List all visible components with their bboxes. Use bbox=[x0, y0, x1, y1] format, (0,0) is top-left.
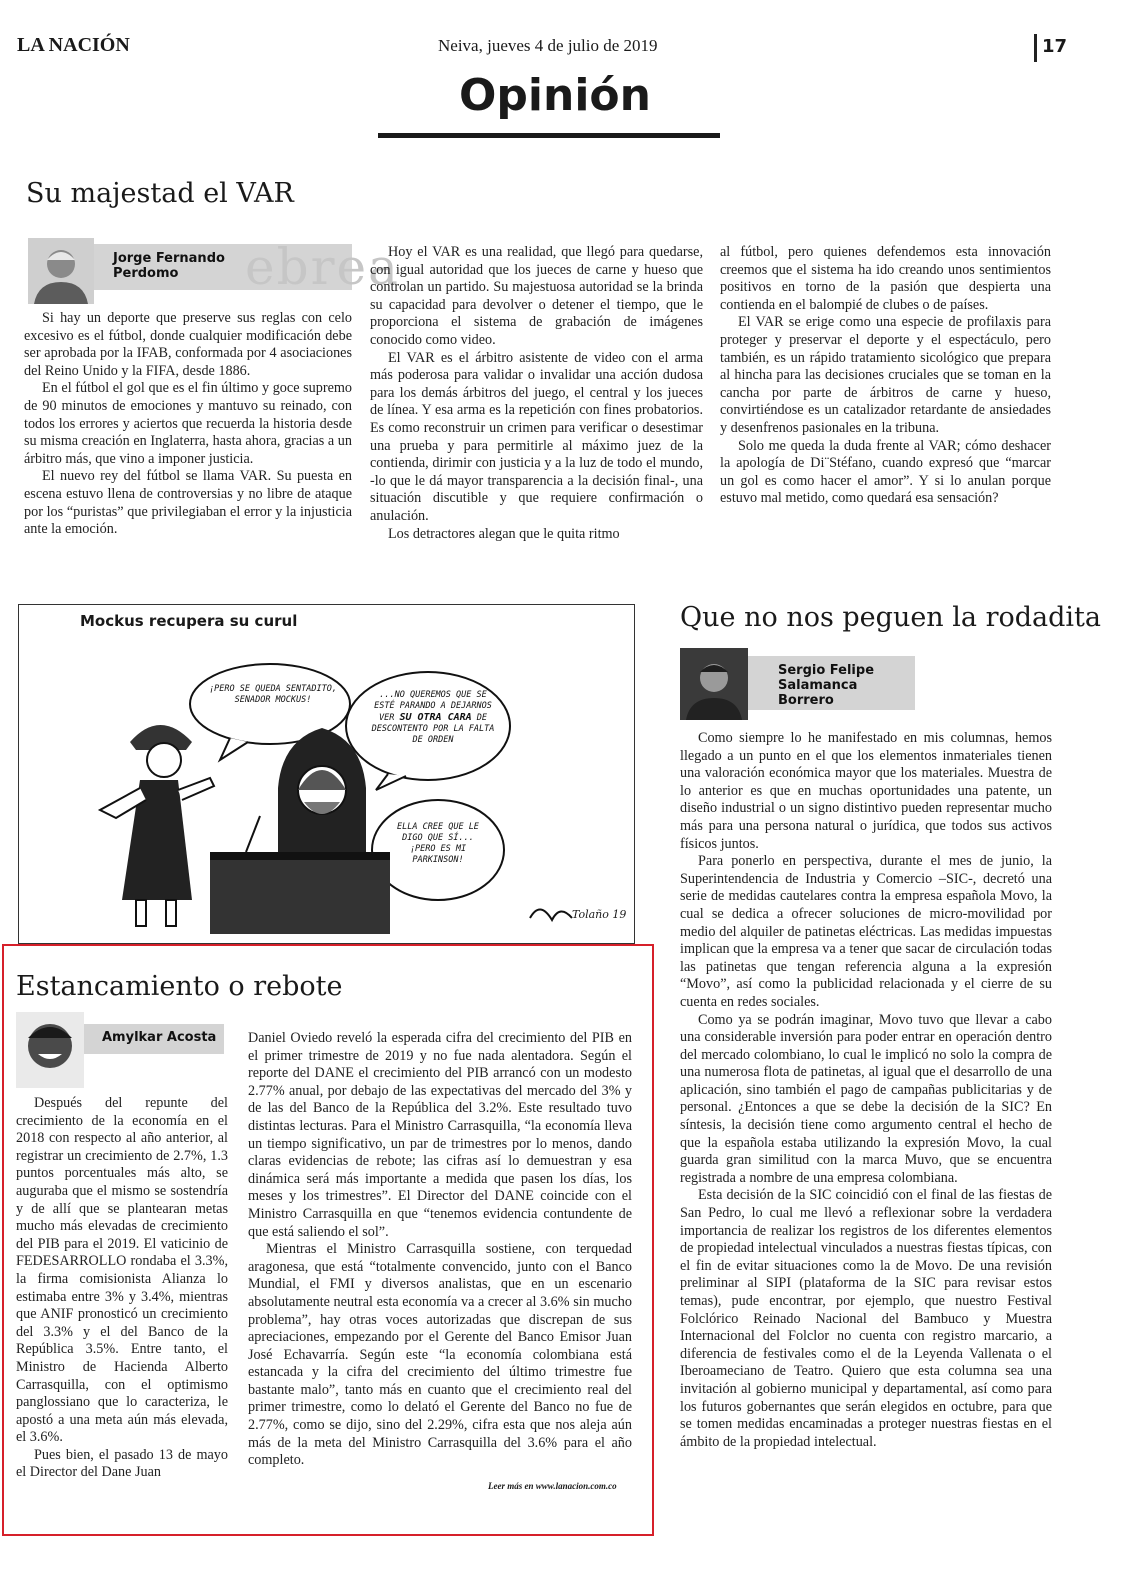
cartoon-signature: Tolaño 19 bbox=[572, 908, 627, 921]
author-name-perdomo: Jorge Fernando Perdomo bbox=[113, 251, 225, 281]
dateline: Neiva, jueves 4 de julio de 2019 bbox=[438, 36, 658, 55]
cartoon-bubble-1: ¡PERO SE QUEDA SENTADITO, SENADOR MOCKUS! bbox=[209, 684, 337, 705]
author-photo-perdomo bbox=[28, 238, 94, 304]
cartoon-bubble-2: ...NO QUEREMOS QUE SE ESTÉ PARANDO A DEJARNOS VER SU OTRA CARA DE DESCONTENTO POR LA FALTA DE ORDEN bbox=[371, 690, 495, 745]
cartoon-bubble-3: ELLA CREE QUE LE DIGO QUE SÍ... ¡PERO ES MI PARKINSON! bbox=[397, 822, 479, 865]
author-portrait-icon bbox=[28, 238, 94, 304]
page-number: 17 bbox=[1042, 36, 1068, 57]
read-more-link[interactable]: Leer más en www.lanacion.com.co bbox=[488, 1481, 617, 1491]
section-title: Opinión bbox=[459, 70, 651, 121]
article-headline-rodadita: Que no nos peguen la rodadita bbox=[680, 602, 1102, 633]
article-column-var-3: al fútbol, pero quienes defendemos esta innovación creemos que el sistema ha ido creando unos sentimientos positivos en torno de la pasión que despierta una contienda en el balompié de clubes o de países. El VAR se erige como una especie de profilaxis para proteger y preservar el deporte y el espectáculo, pero también, es un rápido tratamiento sicológico que prepara al hincha para las decisiones cruciales que se toman en la cancha por parte de árbitros de carne y hueso, convirtiéndose es un catalizador retardante de ansiedades y desenfrenos pasionales en la tribuna. Solo me queda la duda frente al VAR; cómo deshacer la apología de Di¨Stéfano, cuando expresó que “marcar un gol es como hacer el amor”. Y si lo anulan porque estuvo mal metido, como quedará esa sensación? bbox=[720, 244, 1051, 507]
article-column-rodadita: Como siempre lo he manifestado en mis columnas, hemos llegado a un punto en el que los elementos inmateriales tienen una valoración económica mayor que los materiales. Muestra de lo anterior es que en muchas oportunidades una patente, un diseño industrial o un signo distintivo pueden representar mucho más para una persona natural o jurídica, que todos sus activos físicos juntos. Para ponerlo en perspectiva, durante el mes de junio, la Superintendencia de Industria y Comercio –SIC-, decretó una serie de medidas cautelares contra la empresa española Movo, la cual se dedica a ofrecer soluciones de micro-movilidad por medio del alquiler de patinetas eléctricas. Las medidas impuestas implican que la empresa va a tener que sacar de circulación todas las patinetas que tengan referencia alguna a la expresión “Movo”, así como la publicidad relacionada y el cierre de su cuenta en redes sociales. Como ya se podrán imaginar, Movo tuvo que llevar a cabo una considerable inversión para poder entrar en operación dentro del mercado colombiano, lo cual le implicó no solo la compra de una numerosa flota de patinetas, al igual que el desarrollo de una aplicación, sino también el pago de campañas publicitarias y de personal. ¿Entonces a que se debe la decisión de la SIC? En síntesis, la decisión tiene como argumento central el hecho de que la española estaba utilizando la expresión Movo, la cual guarda gran similitud con la marca Muvo, que se encuentra registrada a nombre de una empresa colombiana. Esta decisión de la SIC coincidió con el final de las fiestas de San Pedro, lo cual me llevó a reflexionar sobre la verdadera importancia de realizar los registros de los diferentes elementos de propiedad intelectual vinculados a nuestras fiestas típicas, con el fin de evitar situaciones como la de Movo. De una revisión preliminar al SIPI (plataforma de la SIC para revisar estos temas), pude encontrar, por ejemplo, que nuestro Festival Folclórico Reinado Nacional del Bambuco y Muestra Internacional del Folclor no cuenta con registro marcario, a diferencia de festivales como el de la Leyenda Vallenata o el Iberoameciano de Teatro. Quiero que esta columna sea una invitación al gobierno municipal y departamental, así como para los futuros gobernantes que serán elegidos en octubre, para que se tomen medidas encaminadas a proteger nuestras fiestas en el ámbito de la propiedad intelectual. bbox=[680, 730, 1052, 1450]
author-portrait-icon bbox=[680, 648, 748, 720]
article-column-estancamiento-1: Después del repunte del crecimiento de la economía en el 2018 con respecto al año anterior, al registrar un crecimiento de 2.7%, 1.3 puntos porcentuales más alto, se auguraba que el mismo se sostendría y de allí que se plantearan metas mucho más elevadas de crecimiento del PIB para el 2019. El vaticinio de FEDESARROLLO rondaba el 3.3%, la firma comisionista Alianza lo estimaba entre 3% y 3.4%, mientras que ANIF pronosticó un crecimiento del 3.3% y el del Banco de la República 3.5%. Entre tanto, el Ministro de Hacienda Alberto Carrasquilla, con el optimismo panglossiano que lo caracteriza, le apostó a una meta aún más elevada, el 3.6%. Pues bien, el pasado 13 de mayo el Director del Dane Juan bbox=[16, 1095, 228, 1481]
masthead-logo: LA NACIÓN bbox=[17, 34, 130, 56]
cartoon-illustration bbox=[60, 650, 620, 940]
article-column-var-1: Si hay un deporte que preserve sus reglas con celo excesivo es el fútbol, donde cualquier modificación debe ser aprobada por la IFAB, conformada por 4 asociaciones del Reino Unido y la FIFA, desde 1886. En el fútbol el gol que es el fin último y goce supremo de 90 minutos de emociones y mantuvo su reinado, con todos los errores y aciertos que recuerda la historia desde su misma creación en Inglaterra, hasta ahora, gracias a un árbitro más, que vino a imponer justicia. El nuevo rey del fútbol se llama VAR. Su puesta en escena estuvo llena de controversias y no libre de ataque por los “puristas” que privilegiaban el error y la injusticia ante la emoción. bbox=[24, 310, 352, 538]
article-headline-var: Su majestad el VAR bbox=[26, 178, 294, 209]
author-name-acosta: Amylkar Acosta bbox=[102, 1030, 217, 1045]
band-watermark: ebrea bbox=[245, 238, 400, 296]
article-column-estancamiento-2: Daniel Oviedo reveló la esperada cifra del crecimiento del PIB en el primer trimestre de 2019 y no fue nada alentadora. Según el reporte del DANE el crecimiento del PIB arrancó con un modesto 2.77% anual, por debajo de las expectativas del mercado del 3% y de las del Banco de la República del 3.2%. Este resultado tuvo distintas lecturas. Para el Ministro Carrasquilla, “la economía lleva un tiempo significativo, un par de trimestres por lo menos, dando claras evidencias de rebote; las cifras así lo demuestran y esa dinámica será más importante a medida que pasen los días, los meses y los trimestres”. El Director del DANE coincide con el Ministro Carrasquilla en que “tenemos evidencia contundente de que está saliendo el sol”. Mientras el Ministro Carrasquilla sostiene, con terquedad aragonesa, que está “totalmente convencido, junto con el Banco Mundial, el FMI y diversos analistas, que en un escenario absolutamente neutral esta economía va a crecer al 3.6% sin mucho problema”, hay otras voces autorizadas que discrepan de sus apreciaciones, empezando por el Gerente del Banco Emisor Juan José Echavarría. Según este “la economía colombiana está estancada y la cifra del crecimiento del último trimestre fue bastante malo”, tanto más en cuanto que el crecimiento real del primer trimestre, como lo delató el Gerente del Banco no fue de 2.77%, como se dijo, sino del 2.29%, cifra esta que nos aleja aún más de la meta del Ministro Carrasquilla del 3.6% para el año completo. bbox=[248, 1030, 632, 1469]
author-portrait-icon bbox=[16, 1012, 84, 1088]
article-headline-estancamiento: Estancamiento o rebote bbox=[16, 971, 343, 1002]
author-photo-acosta bbox=[16, 1012, 84, 1088]
section-rule bbox=[378, 133, 720, 138]
cartoon-title: Mockus recupera su curul bbox=[80, 612, 298, 630]
page-number-divider bbox=[1034, 34, 1037, 62]
author-photo-salamanca bbox=[680, 648, 748, 720]
article-column-var-2: Hoy el VAR es una realidad, que llegó para quedarse, con igual autoridad que los jueces de carne y hueso que controlan un partido. Su majestuosa autoridad se la brinda su capacidad para devolver o detener el tiempo, que le proporciona el sistema de grabación de imágenes conocido como video. El VAR es el árbitro asistente de video con el arma más poderosa para validar o invalidar una acción dudosa para los demás árbitros del juego, el central y los jueces de línea. Y esa arma es la repetición con fines probatorios. Es como reconstruir un crimen para verificar o desestimar una prueba y para permitirle al máximo juez de la contienda, dirimir con justicia y a la luz de todo el mundo, -lo que le dá mayor transparencia a la decisión final-, una situación discutible y que requiere confirmación o anulación. Los detractores alegan que le quita ritmo bbox=[370, 244, 703, 542]
author-name-salamanca: Sergio Felipe Salamanca Borrero bbox=[778, 663, 875, 708]
